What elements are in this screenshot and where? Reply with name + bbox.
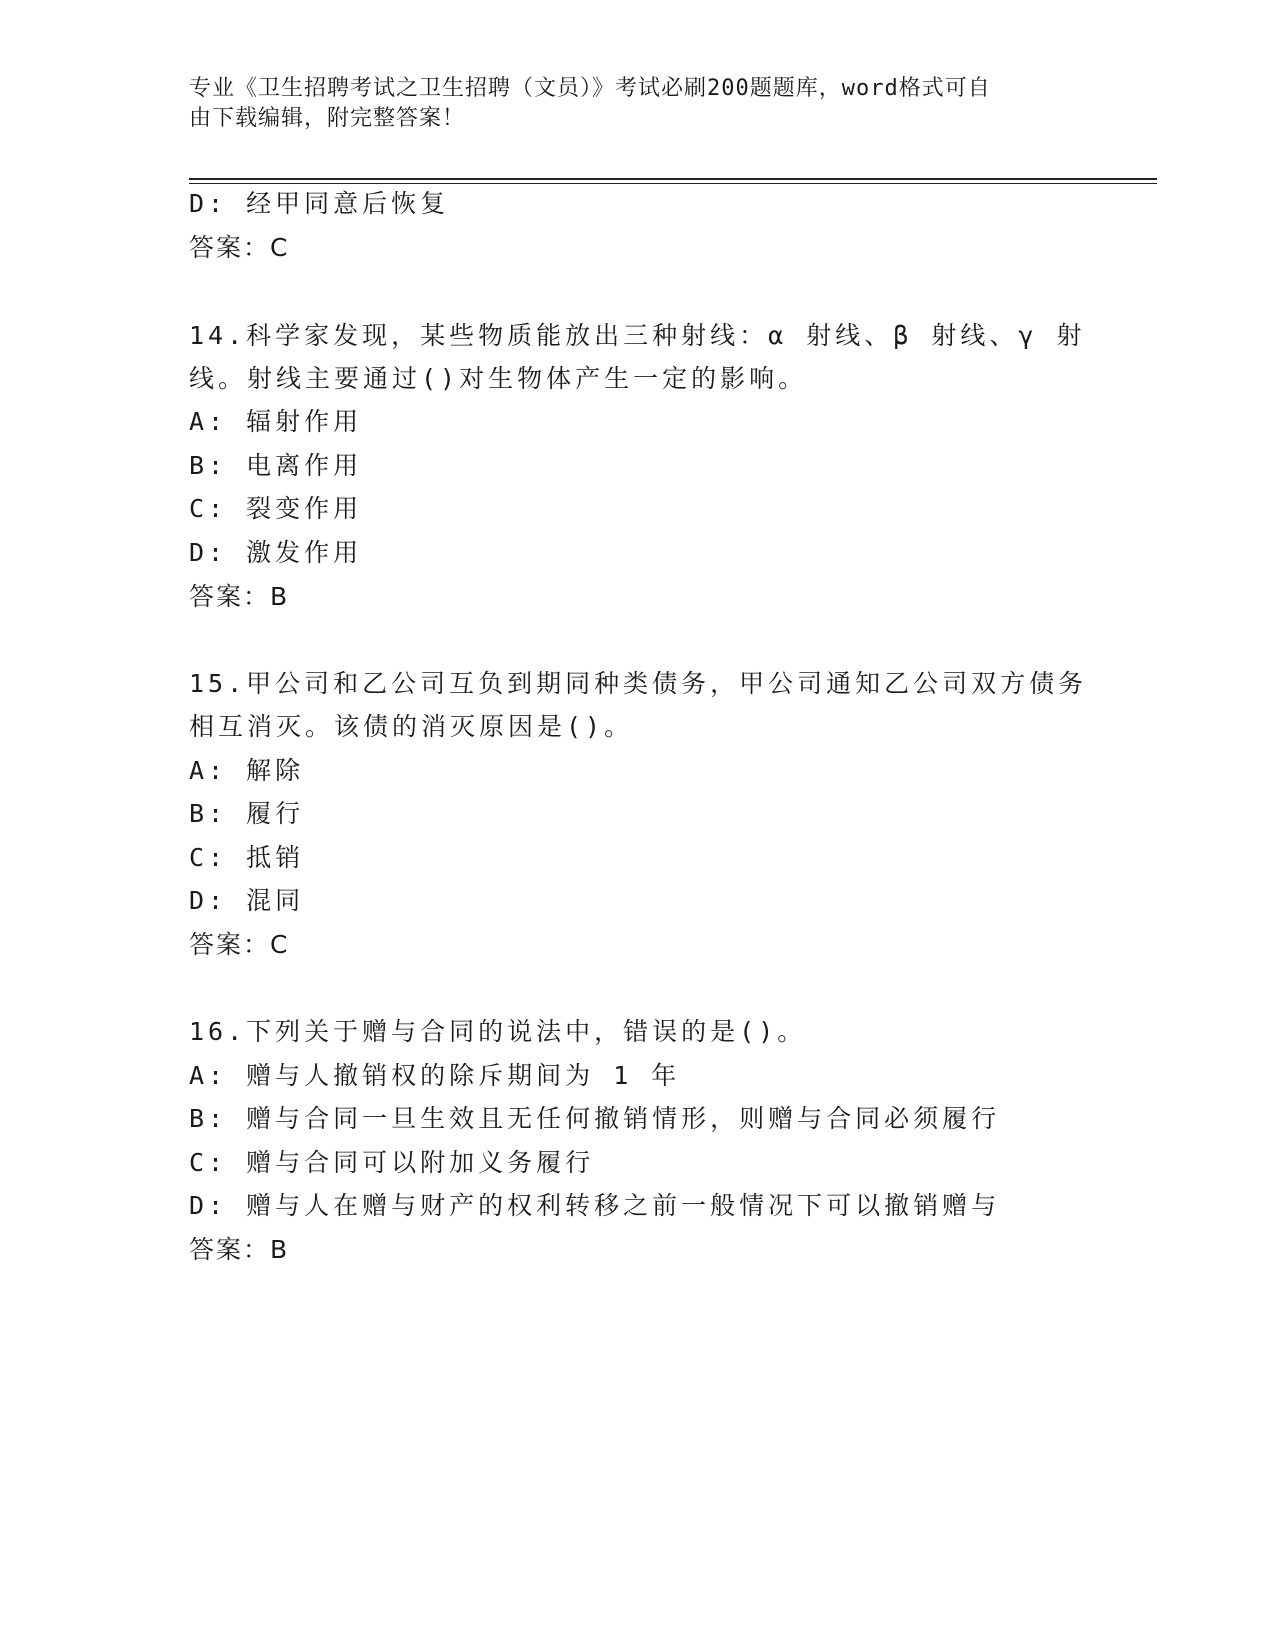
- q16-stem-line-1: 16.下列关于赠与合同的说法中，错误的是()。: [189, 1017, 807, 1046]
- q15-answer: 答案：C: [189, 930, 290, 959]
- q15-stem-line-2: 相互消灭。该债的消灭原因是()。: [189, 712, 634, 741]
- q14-option-c: C: 裂变作用: [189, 494, 363, 523]
- q14-stem-line-1: 14.科学家发现，某些物质能放出三种射线：α 射线、β 射线、γ 射: [189, 321, 1086, 350]
- header-rule-thick: [189, 178, 1157, 180]
- q16-option-d: D: 赠与人在赠与财产的权利转移之前一般情况下可以撤销赠与: [189, 1191, 1001, 1220]
- document-header: [189, 74, 1089, 134]
- q15-option-b: B: 履行: [189, 799, 305, 828]
- header-line-1: 专业《卫生招聘考试之卫生招聘（文员）》考试必刷200题题库，word格式可自: [189, 76, 991, 101]
- header-line-2: 由下载编辑，附完整答案！: [189, 106, 466, 131]
- q14-option-d: D: 激发作用: [189, 538, 363, 567]
- q16-answer: 答案：B: [189, 1235, 290, 1264]
- q14-option-b: B: 电离作用: [189, 451, 363, 480]
- q14-stem-line-2: 线。射线主要通过()对生物体产生一定的影响。: [189, 364, 808, 393]
- q14-option-a: A: 辐射作用: [189, 407, 363, 436]
- prev-answer: 答案：C: [189, 233, 290, 262]
- q15-option-c: C: 抵销: [189, 843, 305, 872]
- prev-option-d: D: 经甲同意后恢复: [189, 189, 450, 218]
- q15-option-d: D: 混同: [189, 886, 305, 915]
- q15-stem-line-1: 15.甲公司和乙公司互负到期同种类债务，甲公司通知乙公司双方债务: [189, 669, 1088, 698]
- q14-answer: 答案：B: [189, 582, 290, 611]
- header-rule-thin: [189, 183, 1157, 184]
- q15-option-a: A: 解除: [189, 756, 305, 785]
- q16-option-a: A: 赠与人撤销权的除斥期间为 1 年: [189, 1061, 681, 1090]
- q16-option-c: C: 赠与合同可以附加义务履行: [189, 1148, 595, 1177]
- q16-option-b: B: 赠与合同一旦生效且无任何撤销情形，则赠与合同必须履行: [189, 1104, 1001, 1133]
